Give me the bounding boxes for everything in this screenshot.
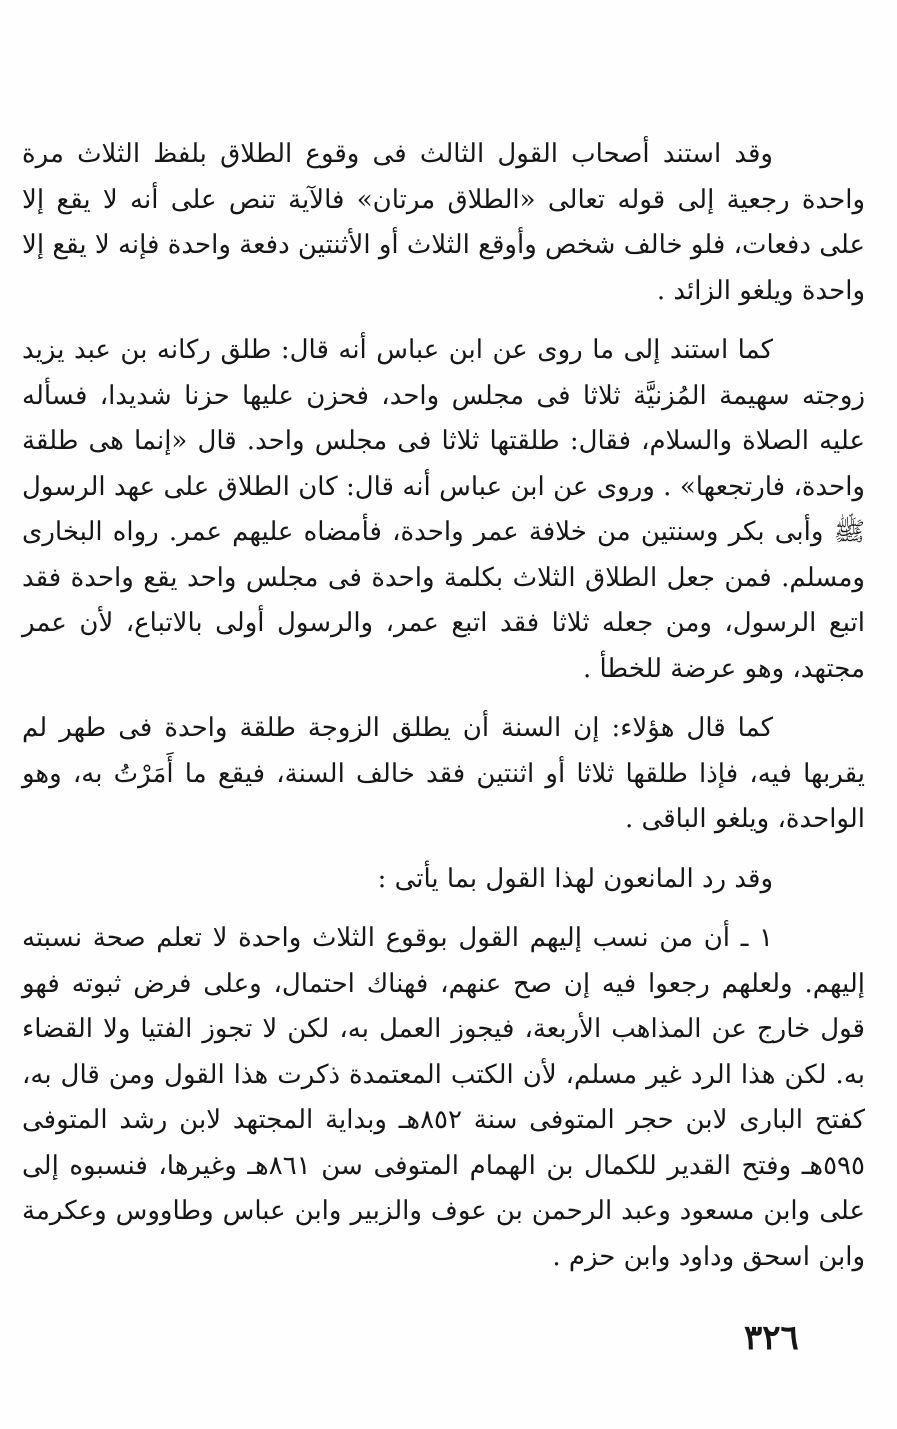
paragraph-2: كما استند إلى ما روى عن ابن عباس أنه قال: طلق ركانه بن عبد يزيد زوجته سهيمة المُزنيَّة ثلاثا فى مجلس واحد، فحزن عليها حزنا شديدا، فسأله عليه الصلاة والسلام، فقال: طلقتها ثلاثا فى مجلس واحد. قال «إنما هى طلقة واحدة، فارتجعها» . وروى عن ابن عباس أنه قال: كان الطلاق على عهد الرسول ﷺ وأبى بكر وسنتين من خلافة عمر واحدة، فأمضاه عليهم عمر. رواه البخارى ومسلم. فمن جعل الطلاق الثلاث بكلمة واحدة فى مجلس واحد يقع واحدة فقد اتبع الرسول، ومن جعله ثلاثا فقد اتبع عمر، والرسول أولى بالاتباع، لأن عمر مجتهد، وهو عرضة للخطأ . (22, 335, 865, 684)
paragraph-1: وقد استند أصحاب القول الثالث فى وقوع الطلاق بلفظ الثلاث مرة واحدة رجعية إلى قوله تعالى «الطلاق مرتان» فالآية تنص على أنه لا يقع إلا على دفعات، فلو خالف شخص وأوقع الثلاث أو الأثنتين دفعة واحدة فإنه لا يقع إلا واحدة ويلغو الزائد . (22, 139, 865, 306)
paragraph-4: وقد رد المانعون لهذا القول بما يأتى : (377, 863, 773, 894)
paragraph-5: ١ ـ أن من نسب إليهم القول بوقوع الثلاث واحدة لا تعلم صحة نسبته إليهم. ولعلهم رجعوا فيه إن صح عنهم، فهناك احتمال، وعلى فرض ثبوته فهو قول خارج عن المذاهب الأربعة، فيجوز العمل به، لكن لا تجوز الفتيا ولا القضاء به. لكن هذا الرد غير مسلم، لأن الكتب المعتمدة ذكرت هذا القول ومن قال به، كفتح البارى لابن حجر المتوفى سنة ٨٥٢هـ وبداية المجتهد لابن رشد المتوفى ٥٩٥هـ وفتح القدير للكمال بن الهمام المتوفى سن ٨٦١هـ وغيرها، فنسبوه إلى على وابن مسعود وعبد الرحمن بن عوف والزبير وابن عباس وطاووس وعكرمة وابن اسحق وداود وابن حزم . (22, 923, 865, 1272)
page-number: ٣٢٦ (744, 1318, 799, 1358)
body-text (22, 132, 865, 1280)
paragraph-3: كما قال هؤلاء: إن السنة أن يطلق الزوجة طلقة واحدة فى طهر لم يقربها فيه، فإذا طلقها ثلاثا أو اثنتين فقد خالف السنة، فيقع ما أَمَرْتُ به، وهو الواحدة، ويلغو الباقى . (22, 713, 865, 834)
